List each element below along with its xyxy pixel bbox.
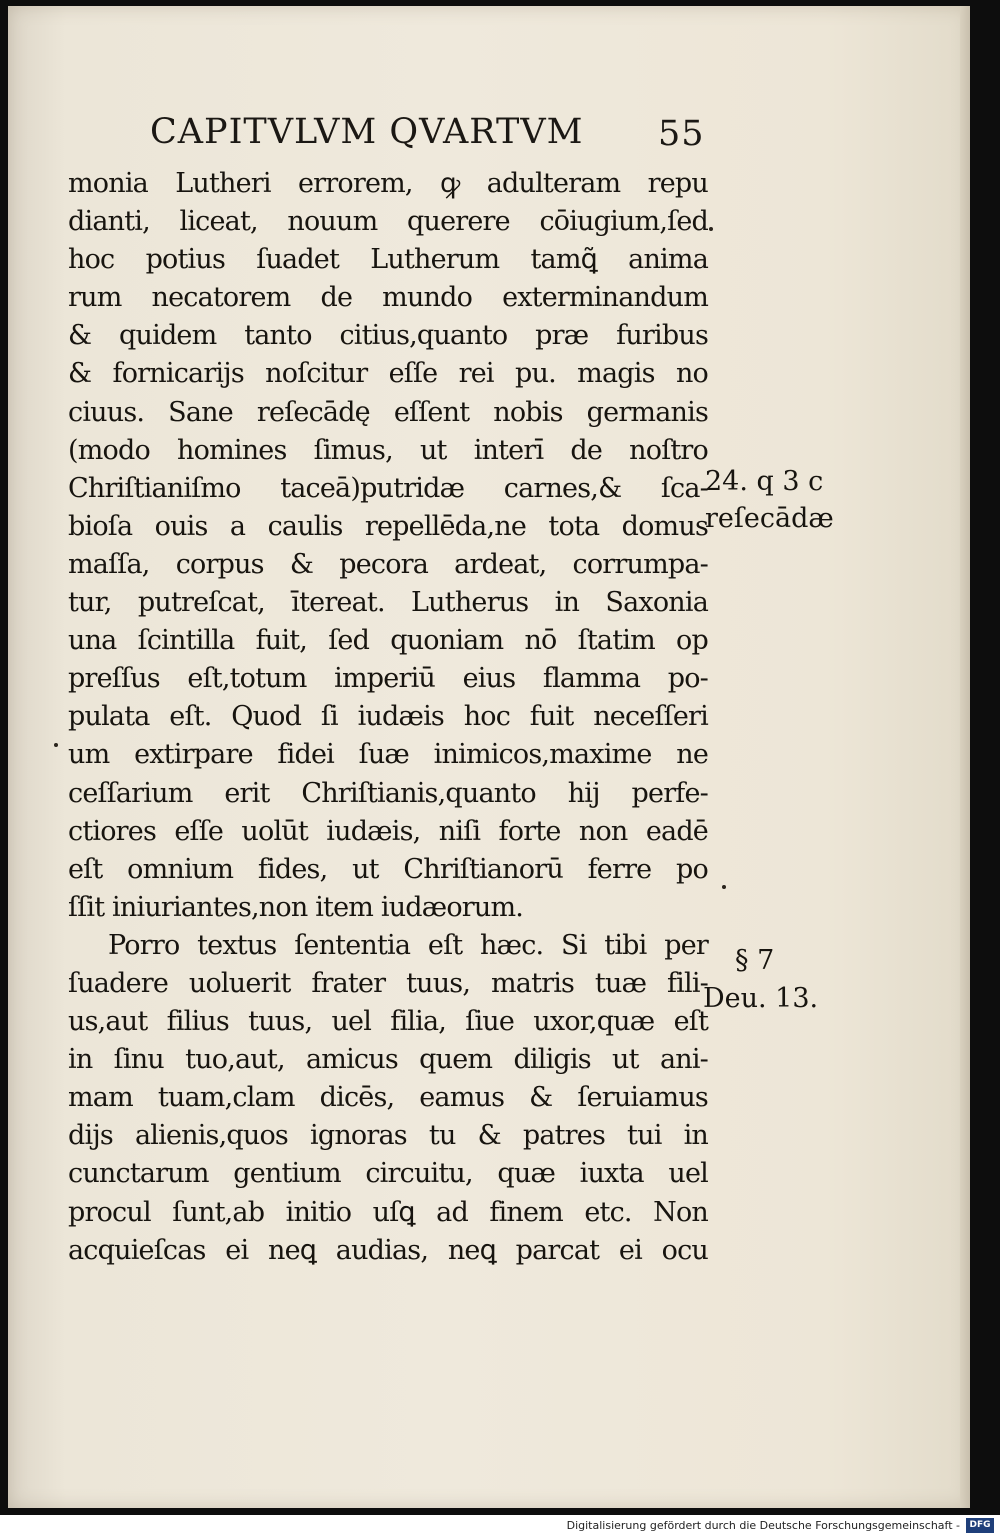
text-line: & quidem tanto citius,quanto præ furibus [68,320,708,352]
text-line: ctiores eſſe uolūt iudæis, niſi forte non eadē [68,815,708,847]
margin-dot [54,743,58,747]
text-line: preſſus eſt,totum imperiū eius flamma po- [68,663,708,695]
text-line: monia Lutheri errorem, ꝙ adulteram repu [68,168,708,199]
text-line: una ſcintilla fuit, ſed quoniam nō ſtatim op [68,625,708,657]
text-line: ciuus. Sane reſecādę eſſent nobis germanis [68,396,708,428]
text-line: ſuadere uoluerit frater tuus, matris tuæ fili- [68,967,708,999]
text-line: & fornicarijs noſcitur eſſe rei pu. magis no [68,358,708,390]
text-line: ceſſarium erit Chriſtianis,quanto hij perfe- [68,777,708,809]
text-line: Chriſtianiſmo taceā)putridæ carnes,& ſca- [68,472,708,504]
text-line: Porro textus ſententia eſt hæc. Si tibi per [108,929,708,961]
text-line: procul ſunt,ab initio uſꝗ ad finem etc. Non [68,1196,708,1228]
text-line: mam tuam,clam dicēs, eamus & ſeruiamus [68,1082,708,1114]
footer-bar [0,1515,1000,1537]
text-block [68,165,708,1270]
dfg-logo: DFG [966,1518,994,1533]
digitization-credit: Digitalisierung gefördert durch die Deutsche Forschungsgemeinschaft - [566,1519,960,1532]
text-line: ſſit iniuriantes,non item iudæorum. [68,891,524,923]
text-line: dianti, liceat, nouum querere cōiugium,ſed [68,206,708,238]
text-line: in ſinu tuo,aut, amicus quem diligis ut ani- [68,1044,708,1076]
margin-dot [709,227,713,231]
text-line: acquieſcas ei neꝗ audias, neꝗ parcat ei ocu [68,1234,708,1266]
text-line: cunctarum gentium circuitu, quæ iuxta uel [68,1158,708,1190]
text-line: eſt omnium fides, ut Chriſtianorū ferre po [68,853,708,885]
text-line: rum necatorem de mundo exterminandum [68,282,708,314]
text-line: (modo homines ſimus, ut interī de noſtro [68,434,708,466]
text-line: hoc potius ſuadet Lutherum tamꝗ̃ anima [68,244,708,276]
text-line: dijs alienis,quos ignoras tu & patres tui in [68,1120,708,1152]
text-line: bioſa ouis a caulis repellēda,ne tota domus [68,510,708,542]
text-line: pulata eſt. Quod ſi iudæis hoc fuit neceſſeri [68,701,708,733]
margin-reference: reſecādæ [705,503,834,534]
text-line: maſſa, corpus & pecora ardeat, corrumpa- [68,548,708,580]
running-head [150,112,710,152]
text-line: us,aut filius tuus, uel filia, ſiue uxor,quæ eſt [68,1006,708,1038]
page-edge [960,6,970,1508]
margin-reference: § 7 [735,945,775,976]
text-line: tur, putreſcat, ītereat. Lutherus in Saxonia [68,587,708,619]
folio-number: 55 [658,114,705,154]
margin-reference: Deu. 13. [703,983,819,1014]
chapter-title: CAPITVLVM QVARTVM [150,112,584,152]
margin-dot [722,885,726,889]
margin-reference: 24. q 3 c [705,466,824,497]
text-line: um extirpare fidei ſuæ inimicos,maxime ne [68,739,708,771]
